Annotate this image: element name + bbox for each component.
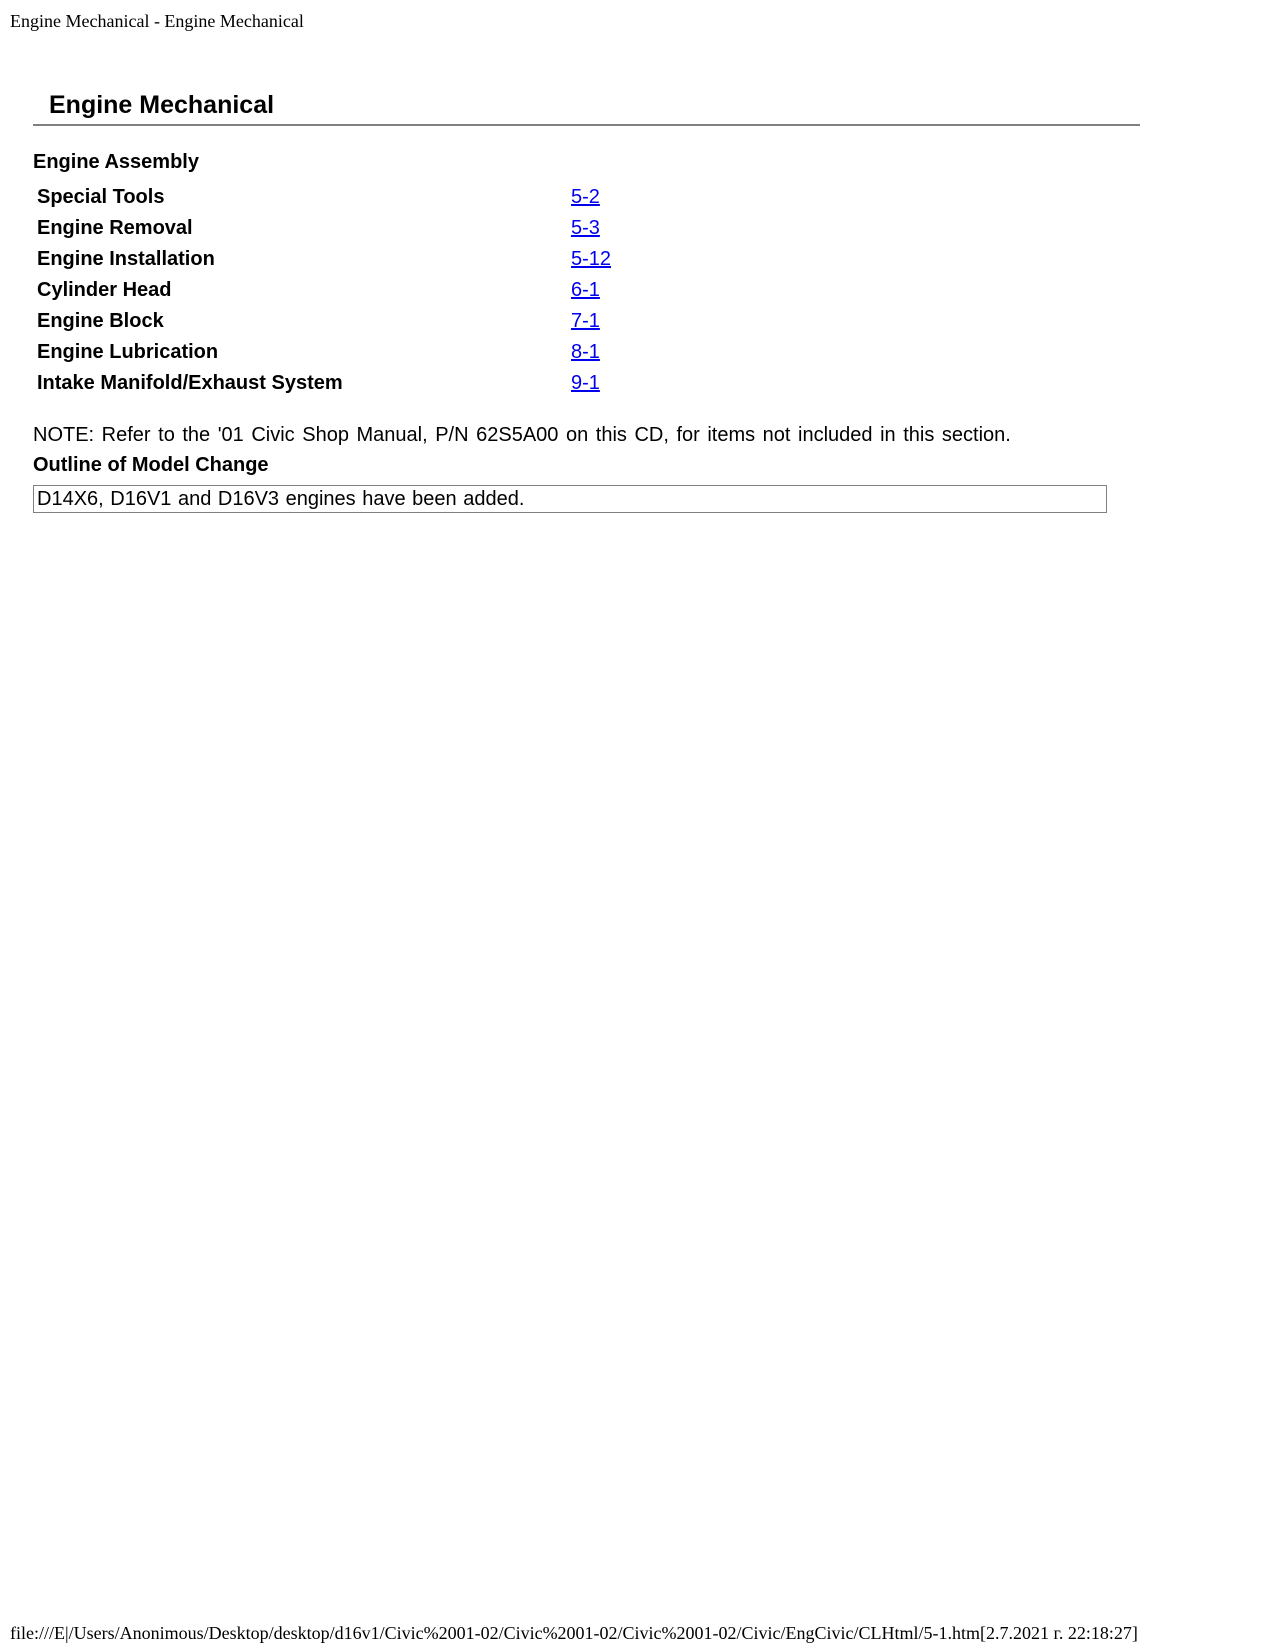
toc-label: Intake Manifold/Exhaust System — [37, 372, 343, 394]
toc-link-engine-removal[interactable]: 5-3 — [571, 217, 600, 239]
toc-row-engine-block — [37, 306, 1140, 337]
note-text: NOTE: Refer to the '01 Civic Shop Manual, P/N 62S5A00 on this CD, for items not included in this section. — [33, 424, 1011, 446]
toc-link-intake-manifold-exhaust[interactable]: 9-1 — [571, 372, 600, 394]
toc-label: Cylinder Head — [37, 279, 172, 301]
toc-row-intake-manifold-exhaust — [37, 368, 1140, 399]
toc-row-special-tools — [37, 182, 1140, 213]
group-heading: Engine Assembly — [33, 151, 199, 173]
toc-link-engine-lubrication[interactable]: 8-1 — [571, 341, 600, 363]
toc-label: Special Tools — [37, 186, 165, 208]
toc-link-special-tools[interactable]: 5-2 — [571, 186, 600, 208]
toc-label: Engine Installation — [37, 248, 215, 270]
outline-box: D14X6, D16V1 and D16V3 engines have been added. — [33, 485, 1107, 513]
print-header-title: Engine Mechanical - Engine Mechanical — [10, 11, 304, 31]
toc-row-engine-removal — [37, 213, 1140, 244]
toc-link-cylinder-head[interactable]: 6-1 — [571, 279, 600, 301]
section-title: Engine Mechanical — [49, 91, 275, 119]
toc-row-engine-lubrication — [37, 337, 1140, 368]
toc-list — [37, 182, 1140, 399]
document-content — [33, 90, 1140, 513]
toc-link-engine-installation[interactable]: 5-12 — [571, 248, 612, 270]
print-footer-url: file:///E|/Users/Anonimous/Desktop/desktop/d16v1/Civic%2001-02/Civic%2001-02/Civic%2001-02/Civic/EngCivic/CLHtml/5-1.htm[2.7.2021 г. 22:18:27] — [10, 1623, 1138, 1643]
toc-label: Engine Lubrication — [37, 341, 219, 363]
toc-label: Engine Removal — [37, 217, 193, 239]
toc-label: Engine Block — [37, 310, 164, 332]
toc-link-engine-block[interactable]: 7-1 — [571, 310, 600, 332]
outline-heading: Outline of Model Change — [33, 454, 269, 476]
toc-row-cylinder-head — [37, 275, 1140, 306]
toc-row-engine-installation — [37, 244, 1140, 275]
title-divider — [33, 124, 1140, 126]
